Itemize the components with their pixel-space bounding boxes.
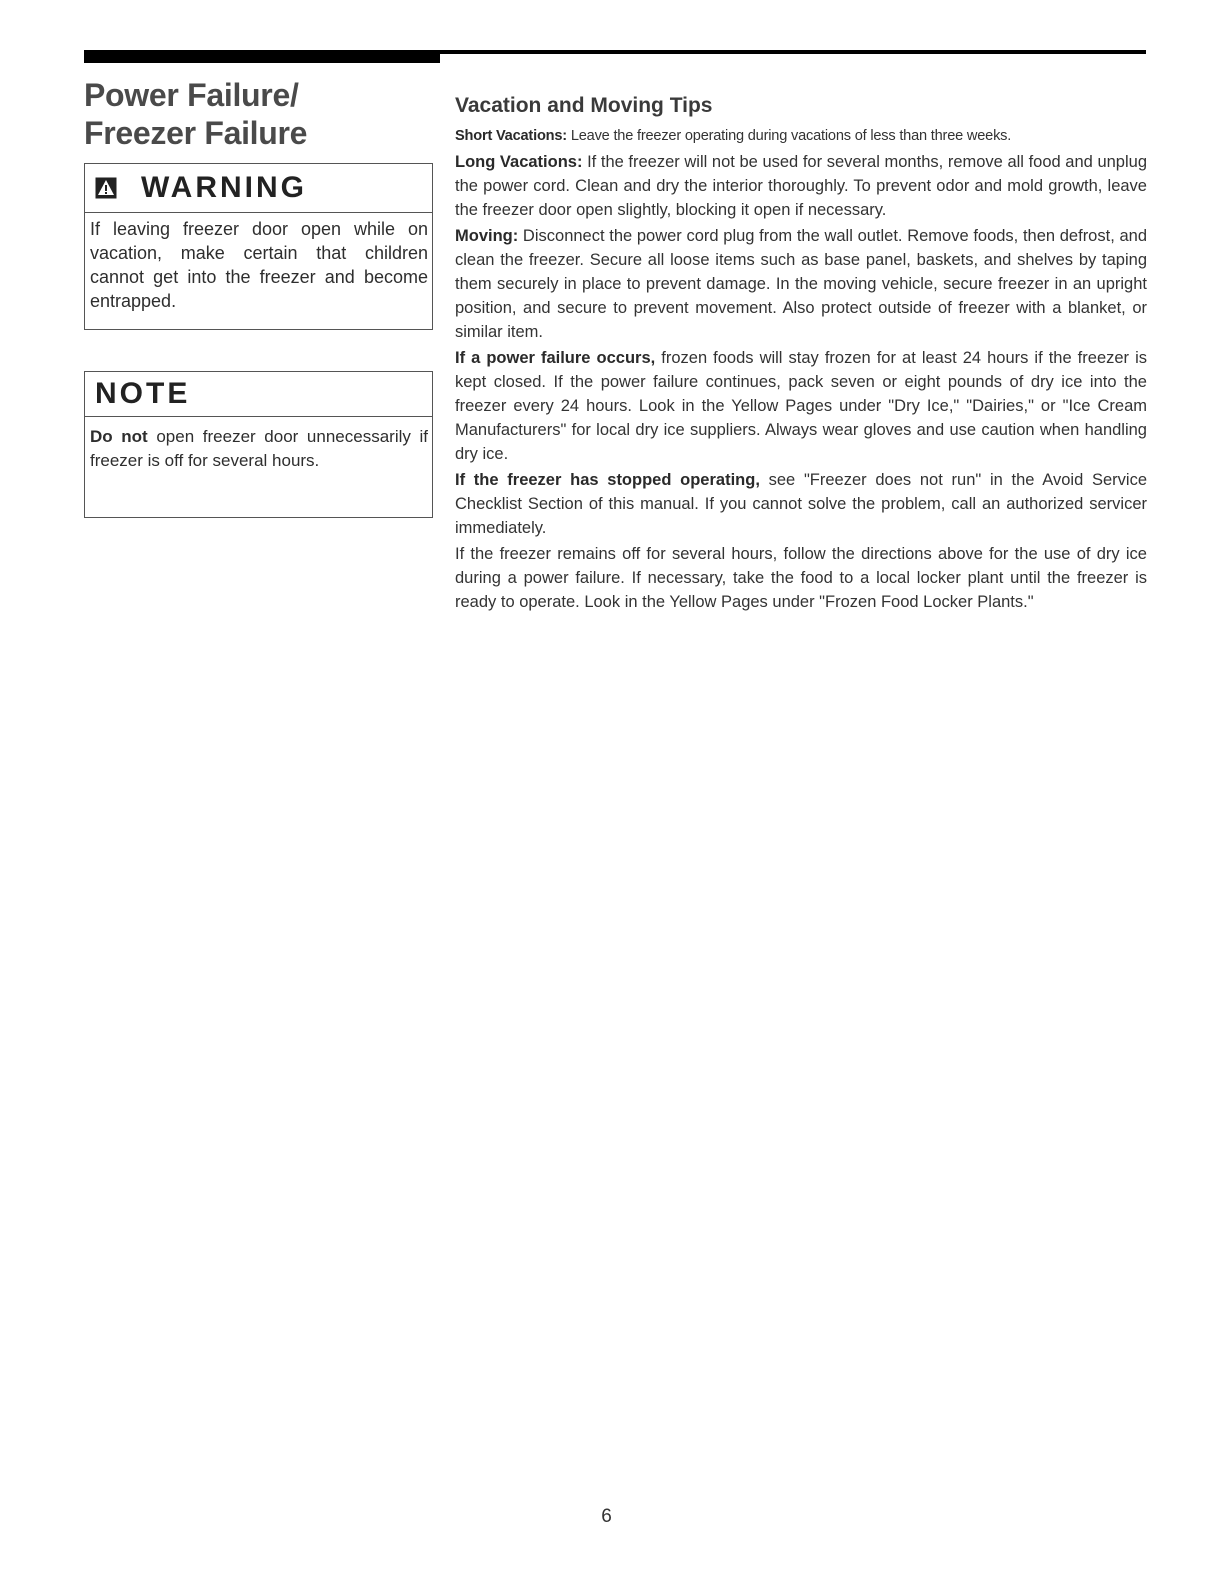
note-text	[85, 417, 432, 473]
header-rule-thick	[84, 50, 440, 63]
paragraph-moving	[455, 224, 1147, 344]
note-header	[85, 372, 432, 417]
warning-text: If leaving freezer door open while on vacation, make certain that children cannot get into the freezer and become entrapped.	[90, 219, 428, 311]
paragraph-lead: Short Vacations:	[455, 128, 567, 144]
paragraph-text: If the freezer remains off for several hours, follow the directions above for the use of dry ice during a power failure. If necessary, take the food to a local locker plant until the freezer is ready to operate. Look in the Yellow Pages under "Frozen Food Locker Plants."	[455, 545, 1147, 611]
paragraph-short-vacations	[455, 124, 1147, 148]
note-heading: NOTE	[95, 377, 191, 410]
vacation-title: Vacation and Moving Tips	[455, 94, 713, 117]
note-box	[84, 371, 433, 518]
warning-triangle-icon	[95, 177, 117, 199]
page-number: 6	[601, 1506, 612, 1527]
warning-heading: WARNING	[141, 171, 307, 204]
paragraph-text: Disconnect the power cord plug from the wall outlet. Remove foods, then defrost, and clean the freezer. Secure all loose items such as base panel, baskets, and shelves by taping them securely in place to prevent damage. In the moving vehicle, secure freezer in an upright position, and secure to prevent movement. Also protect outside of freezer with a blanket, or similar item.	[455, 227, 1147, 341]
paragraph-lead: Moving:	[455, 227, 519, 245]
section-title-line1: Power Failure/	[84, 77, 299, 113]
paragraph-text: Leave the freezer operating during vacations of less than three weeks.	[566, 128, 1012, 144]
note-body: open freezer door unnecessarily if freezer is off for several hours.	[90, 427, 428, 470]
warning-header	[85, 164, 432, 213]
left-column	[84, 76, 434, 152]
note-lead: Do not	[90, 427, 148, 446]
section-title	[84, 76, 434, 152]
right-column	[455, 92, 1147, 616]
paragraph-stopped-operating	[455, 468, 1147, 540]
paragraph-power-failure	[455, 346, 1147, 466]
paragraph-text: frozen foods will stay frozen for at least 24 hours if the freezer is kept closed. If the power failure continues, pack seven or eight pounds of dry ice into the freezer every 24 hours. Look in the Yellow Pages under "Dry Ice," "Dairies," or "Ice Cream Manufacturers" for local dry ice suppliers. Always wear gloves and use caution when handling dry ice.	[455, 349, 1147, 463]
warning-box	[84, 163, 433, 330]
paragraph-lead: If a power failure occurs,	[455, 349, 656, 367]
paragraph-remains-off	[455, 542, 1147, 614]
paragraph-long-vacations	[455, 150, 1147, 222]
section-title-line2: Freezer Failure	[84, 115, 308, 151]
paragraph-text: see "Freezer does not run" in the Avoid Service Checklist Section of this manual. If you cannot solve the problem, call an authorized servicer immediately.	[455, 471, 1147, 537]
paragraph-lead: Long Vacations:	[455, 153, 583, 171]
paragraph-lead: If the freezer has stopped operating,	[455, 471, 760, 489]
paragraph-text: If the freezer will not be used for several months, remove all food and unplug the power cord. Clean and dry the interior thoroughly. To prevent odor and mold growth, leave the freezer door open slightly, blocking it open if necessary.	[455, 153, 1147, 219]
